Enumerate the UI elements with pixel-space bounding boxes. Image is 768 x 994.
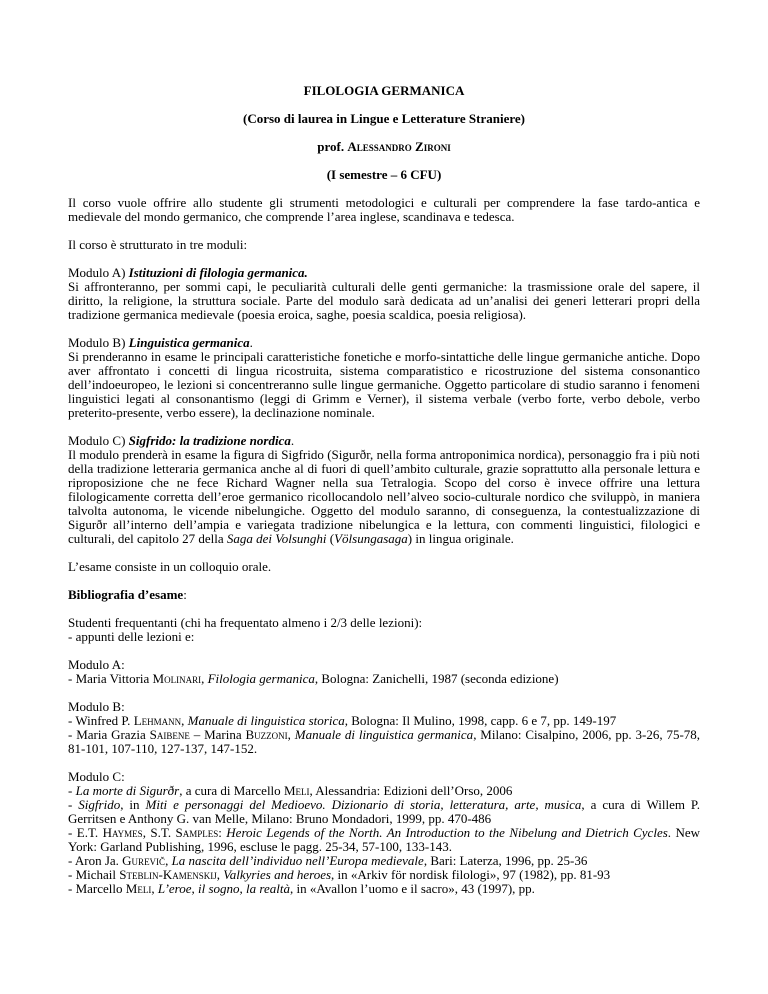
bibliography-module-c <box>68 769 704 896</box>
text-segment: , Bari: Laterza, 1996, pp. 25-36 <box>423 853 588 868</box>
text-segment: - Marcello <box>68 881 126 896</box>
bibliography-item <box>68 727 704 756</box>
text-segment: Meli <box>283 783 310 798</box>
text-segment: , <box>287 727 295 742</box>
semester-credits: (I semestre – 6 CFU) <box>326 167 442 182</box>
text-segment: Sigfrido: la tradizione nordica <box>128 433 291 448</box>
text-segment: , <box>151 881 158 896</box>
bibliography-item <box>68 825 703 854</box>
course-structure-note: Il corso è strutturato in tre moduli: <box>68 237 248 252</box>
text-segment: : <box>183 587 187 602</box>
module-a-description <box>68 279 704 322</box>
text-segment: , Bologna: Il Mulino, 1998, capp. 6 e 7, pp. 149-197 <box>344 713 617 728</box>
module-b-heading <box>68 336 700 350</box>
text-segment: , in «Arkiv för nordisk filologi», 97 (1982), pp. 81-93 <box>331 867 611 882</box>
text-segment: La morte di Sigurðr <box>75 783 180 798</box>
text-segment: Steblin-Kamenskij <box>119 867 217 882</box>
text-segment: ( <box>326 531 335 546</box>
attending-students-note <box>68 616 700 644</box>
text-segment: Linguistica germanica <box>128 335 250 350</box>
text-segment: Sigfrido <box>78 797 121 812</box>
text-segment: Haymes <box>102 825 143 840</box>
bibliography-item <box>68 714 700 728</box>
text-segment: Si affronteranno, per sommi capi, le peculiarità culturali delle genti germaniche: la trasmissione orale del sapere, il diritto, la religione, la struttura sociale. Parte del modulo sarà dedicata ad un’analisi dei generi letterari propri della tradizione germanica medievale (poesia eroica, saghe, poesia scaldica, poesia religiosa). <box>68 279 704 322</box>
exam-info: L’esame consiste in un colloquio orale. <box>68 559 272 574</box>
text-segment: - Maria Grazia <box>68 727 150 742</box>
bibliography-module-a <box>68 658 700 686</box>
bibliography-item <box>68 784 700 798</box>
text-segment: , S.T. <box>142 825 176 840</box>
text-segment: , a cura di Marcello <box>179 783 284 798</box>
text-segment: , Milano: Cisalpino, 2006, pp. 3-26, 75-78, 81-101, 107-110, 127-137, 147-152. <box>68 727 704 756</box>
module-c <box>68 433 704 546</box>
text-segment: Alessandro Zironi <box>347 139 451 154</box>
bibliography-section-label: Modulo B: <box>68 699 125 714</box>
bibliography-item <box>68 672 700 686</box>
text-segment: - Maria Vittoria <box>68 671 153 686</box>
text-segment: . New York: Garland Publishing, 1996, escluse le pagg. 25-34, 57-100, 133-143. <box>68 825 703 854</box>
text-segment: Meli <box>125 881 152 896</box>
text-segment: Manuale di linguistica storica <box>187 713 345 728</box>
module-b-description <box>68 349 704 420</box>
module-c-heading <box>68 434 700 448</box>
text-segment: Istituzioni di filologia germanica. <box>128 265 308 280</box>
text-segment: Il modulo prenderà in esame la figura di Sigfrido (Sigurðr, nella forma antroponimica nordica), personaggio fra i più noti della tradizione letteraria germanica anche al di fuori di quell’ambito culturale, grazie soprattutto alla personale lettura e riproposizione che ne fece Richard Wagner nella sua Tetralogia. Scopo del corso è invece offrire una lettura filologicamente corretta dell’eroe germanico ricollocandolo nell’alveo socio-culturale nordico che sviluppò, in maniera talvolta autonoma, le vicende nibelungiche. Oggetto del modulo saranno, di conseguenza, la contestualizzazione di Sigurðr all’interno dell’ampia e variegata tradizione nibelungica e la lettura, con commenti linguistici, filologici e culturali, del capitolo 27 della <box>68 447 704 546</box>
text-segment: . <box>290 433 295 448</box>
bibliography-item <box>68 797 704 826</box>
text-segment: - Michail <box>68 867 120 882</box>
text-segment: : <box>218 825 227 840</box>
degree-program: (Corso di laurea in Lingue e Letterature Straniere) <box>243 111 525 126</box>
module-a-heading <box>68 266 700 280</box>
text-segment: Valkyries and heroes <box>223 867 332 882</box>
course-description: Il corso vuole offrire allo studente gli strumenti metodologici e culturali per comprendere la fase tardo-antica e medievale del mondo germanico, che comprende l’area inglese, scandinava e tedesca. <box>68 195 700 224</box>
text-segment: - Winfred P. <box>68 713 134 728</box>
bibliography-module-b <box>68 699 704 756</box>
text-segment: , <box>201 671 208 686</box>
text-segment: Lehmann <box>133 713 182 728</box>
text-segment: La nascita dell’individuo nell’Europa medievale <box>171 853 424 868</box>
bibliography-section-label: Modulo C: <box>68 769 125 784</box>
text-segment: - E.T. <box>68 825 103 840</box>
bibliography-section-label: Modulo A: <box>68 657 125 672</box>
text-segment: Saibene <box>149 727 190 742</box>
text-segment: Modulo A) <box>68 265 129 280</box>
text-segment: – Marina <box>189 727 246 742</box>
text-segment: , in «Avallon l’uomo e il sacro», 43 (1997), pp. <box>290 881 535 896</box>
text-segment: , a cura di Willem P. Gerritsen e Anthony G. van Melle, Milano: Bruno Mondadori, 1999, pp. 470-486 <box>68 797 704 826</box>
text-segment: Miti e personaggi del Medioevo. Dizionario di storia, letteratura, arte, musica <box>145 797 582 812</box>
text-segment: , Alessandria: Edizioni dell’Orso, 2006 <box>309 783 513 798</box>
text-segment: Modulo B) <box>68 335 129 350</box>
text-segment: , <box>165 853 172 868</box>
text-segment: prof. <box>317 139 348 154</box>
text-segment: , in <box>120 797 146 812</box>
attending-students-line2: - appunti delle lezioni e: <box>68 629 195 644</box>
text-segment: Buzzoni <box>245 727 288 742</box>
course-title: FILOLOGIA GERMANICA <box>303 83 465 98</box>
text-segment: Heroic Legends of the North. An Introduction to the Nibelung and Dietrich Cycles <box>226 825 668 840</box>
text-segment: - <box>68 797 79 812</box>
text-segment: Si prenderanno in esame le principali caratteristiche fonetiche e morfo-sintattiche delle lingue germaniche antiche. Dopo aver affrontato i concetti di lingua ricostruita, sistema comparatistico e ricostruzione del sistema consonantico dell’indoeuropeo, le lezioni si concentreranno sulle lingue germaniche. Oggetto particolare di studio saranno i fenomeni linguistici legati al consonantismo (leggi di Grimm e Verner), il sistema verbale (verbo forte, verbo debole, verbo preterito-presente, verbo essere), la declinazione nominale. <box>68 349 704 420</box>
text-segment: L’eroe, il sogno, la realtà <box>157 881 290 896</box>
module-b <box>68 335 704 420</box>
text-segment: Modulo C) <box>68 433 129 448</box>
module-c-description <box>68 447 704 546</box>
text-segment: Manuale di linguistica germanica <box>294 727 474 742</box>
professor-line <box>68 140 700 154</box>
text-segment: Bibliografia d’esame <box>68 587 184 602</box>
text-segment: Samples <box>175 825 219 840</box>
text-segment: , <box>216 867 224 882</box>
text-segment: ) in lingua originale. <box>407 531 514 546</box>
text-segment: Filologia germanica <box>207 671 315 686</box>
text-segment: Völsungasaga <box>334 531 408 546</box>
text-segment: Saga dei Volsunghi <box>226 531 327 546</box>
bibliography-heading <box>68 588 700 602</box>
bibliography-item <box>68 854 700 868</box>
bibliography-item <box>68 868 700 882</box>
text-segment: Molinari <box>152 671 202 686</box>
text-segment: Gurevič <box>122 853 166 868</box>
text-segment: - <box>68 783 76 798</box>
text-segment: - Aron Ja. <box>68 853 123 868</box>
bibliography-item <box>68 882 700 896</box>
attending-students-line1: Studenti frequentanti (chi ha frequentato almeno i 2/3 delle lezioni): <box>68 615 423 630</box>
text-segment: , Bologna: Zanichelli, 1987 (seconda edizione) <box>314 671 559 686</box>
module-a <box>68 265 704 322</box>
text-segment: . <box>249 335 253 350</box>
text-segment: , <box>181 713 188 728</box>
